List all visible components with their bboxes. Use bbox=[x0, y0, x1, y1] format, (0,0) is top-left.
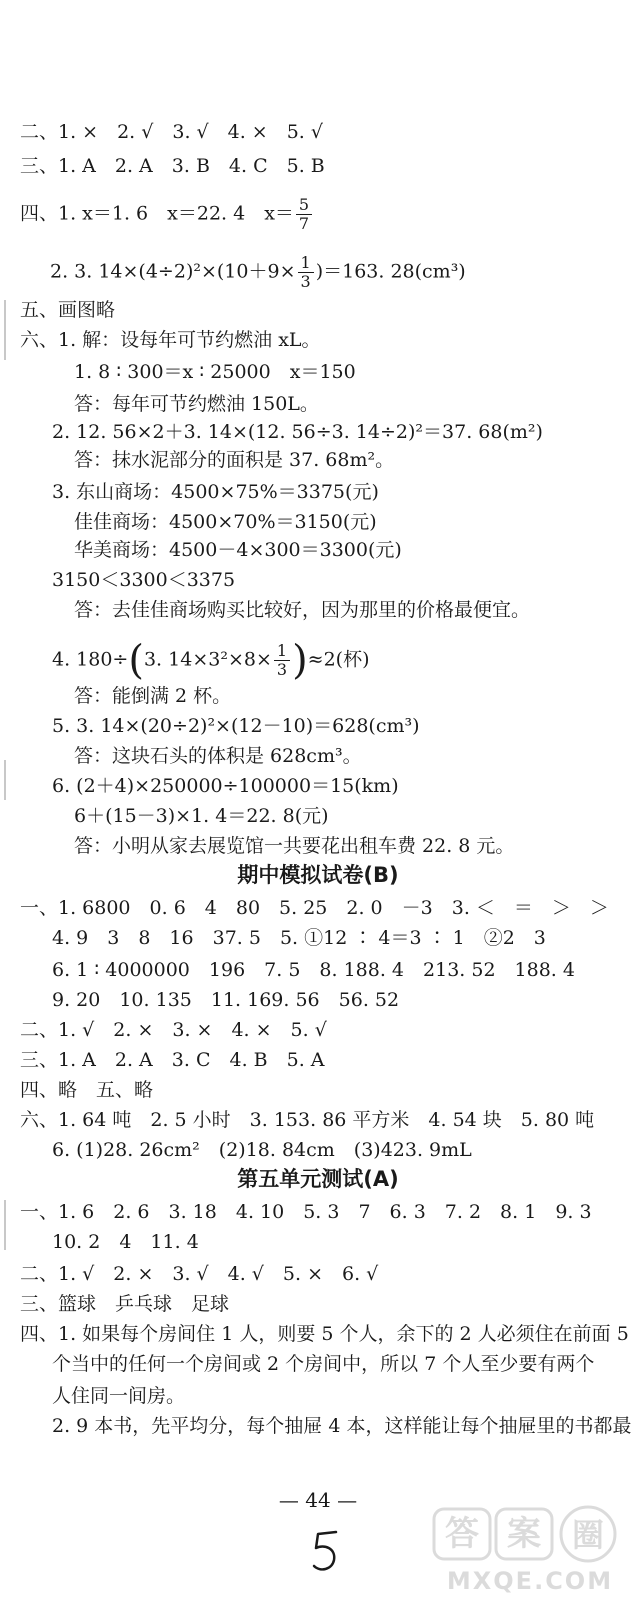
svg-text:圈: 圈 bbox=[571, 1516, 605, 1554]
binding-mark bbox=[4, 760, 6, 800]
answer-line: 9. 20 10. 135 11. 169. 56 56. 52 bbox=[52, 989, 400, 1011]
fraction-denominator: 3 bbox=[300, 272, 311, 291]
binding-mark bbox=[4, 300, 6, 360]
answer-line: 答：这块石头的体积是 628cm³。 bbox=[74, 745, 362, 767]
answer-line: 四、略 五、略 bbox=[20, 1079, 154, 1101]
answer-line: 五、画图略 bbox=[20, 299, 116, 321]
answer-text: 4. 180÷ bbox=[52, 648, 129, 671]
answer-line: 2. 12. 56×2＋3. 14×(12. 56÷3. 14÷2)²＝37. 68(m²) bbox=[52, 421, 543, 443]
answer-line: 5. 3. 14×(20÷2)²×(12－10)＝628(cm³) bbox=[52, 715, 420, 737]
answer-line: 6＋(15－3)×1. 4＝22. 8(元) bbox=[74, 805, 329, 827]
answer-text: ≈2(杯) bbox=[307, 648, 370, 671]
answer-line: 6. (2＋4)×250000÷100000＝15(km) bbox=[52, 775, 399, 797]
answer-line: 3150＜3300＜3375 bbox=[52, 569, 236, 591]
answer-text: 四、1. x＝1. 6 x＝22. 4 x＝ bbox=[20, 202, 294, 225]
answer-line: 4. 9 3 8 16 37. 5 5. ①12 ∶ 4＝3 ∶ 1 ②2 3 bbox=[52, 927, 546, 949]
watermark-logo bbox=[430, 1505, 630, 1595]
fraction-numerator: 1 bbox=[274, 642, 290, 661]
answer-line: 1. 8 ∶ 300＝x ∶ 25000 x＝150 bbox=[74, 361, 356, 383]
answer-line: 答：每年可节约燃油 150L。 bbox=[74, 393, 319, 415]
fraction bbox=[298, 254, 314, 291]
answer-line bbox=[20, 196, 314, 233]
fraction-numerator: 1 bbox=[298, 254, 314, 273]
section-title: 期中模拟试卷(B) bbox=[237, 863, 399, 887]
svg-text:答: 答 bbox=[445, 1514, 479, 1554]
binding-mark bbox=[4, 1200, 6, 1250]
page-number: — 44 — bbox=[278, 1488, 358, 1512]
fraction-denominator: 3 bbox=[276, 660, 288, 679]
answer-line bbox=[50, 254, 466, 291]
answer-line: 二、1. √ 2. × 3. √ 4. √ 5. × 6. √ bbox=[20, 1263, 379, 1285]
section-title: 第五单元测试(A) bbox=[237, 1167, 399, 1191]
answer-line: 答：能倒满 2 杯。 bbox=[74, 685, 232, 707]
answer-line: 四、1. 如果每个房间住 1 人，则要 5 个人，余下的 2 人必须住在前面 5 bbox=[20, 1323, 629, 1345]
answer-line: 6. 1 ∶ 4000000 196 7. 5 8. 188. 4 213. 52 188. 4 bbox=[52, 959, 575, 981]
answer-line: 人住同一间房。 bbox=[52, 1385, 186, 1407]
fraction bbox=[274, 642, 290, 679]
answer-line: 六、1. 64 吨 2. 5 小时 3. 153. 86 平方米 4. 54 块 5. 80 吨 bbox=[20, 1109, 595, 1131]
answer-line: 答：小明从家去展览馆一共要花出租车费 22. 8 元。 bbox=[74, 835, 515, 857]
answer-line: 一、1. 6800 0. 6 4 80 5. 25 2. 0 －3 3. ＜ ＝ ＞ ＞ bbox=[20, 897, 609, 919]
answer-line: 3. 东山商场：4500×75%＝3375(元) bbox=[52, 481, 379, 503]
answer-line: 2. 9 本书，先平均分，每个抽屉 4 本，这样能让每个抽屉里的书都最 bbox=[52, 1415, 632, 1437]
answer-line: 6. (1)28. 26cm² (2)18. 84cm (3)423. 9mL bbox=[52, 1139, 472, 1161]
right-bracket: ) bbox=[292, 637, 308, 684]
answer-line: 答：抹水泥部分的面积是 37. 68m²。 bbox=[74, 449, 395, 471]
handwritten-mark bbox=[306, 1526, 346, 1576]
fraction-numerator: 5 bbox=[296, 196, 312, 215]
answer-line: 答：去佳佳商场购买比较好，因为那里的价格最便宜。 bbox=[74, 599, 531, 621]
answer-text: 3. 14×3²×8× bbox=[143, 648, 272, 671]
fraction bbox=[296, 196, 312, 233]
svg-text:MXQE.COM: MXQE.COM bbox=[446, 1567, 614, 1595]
answer-line: 二、1. √ 2. × 3. × 4. × 5. √ bbox=[20, 1019, 327, 1041]
left-bracket: ( bbox=[128, 637, 144, 684]
answer-line: 10. 2 4 11. 4 bbox=[52, 1231, 199, 1253]
answer-line: 三、1. A 2. A 3. B 4. C 5. B bbox=[20, 155, 325, 177]
answer-text: 2. 3. 14×(4÷2)²×(10＋9× bbox=[50, 260, 296, 283]
answer-line: 华美商场：4500－4×300＝3300(元) bbox=[74, 539, 402, 561]
svg-text:案: 案 bbox=[507, 1514, 541, 1554]
answer-line: 六、1. 解：设每年可节约燃油 xL。 bbox=[20, 329, 321, 351]
answer-line: 佳佳商场：4500×70%＝3150(元) bbox=[74, 511, 377, 533]
answer-line bbox=[52, 637, 370, 684]
answer-text: )＝163. 28(cm³) bbox=[315, 260, 466, 283]
answer-line: 三、篮球 乒乓球 足球 bbox=[20, 1293, 230, 1315]
answer-line: 个当中的任何一个房间或 2 个房间中，所以 7 个人至少要有两个 bbox=[52, 1353, 595, 1375]
answer-line: 二、1. × 2. √ 3. √ 4. × 5. √ bbox=[20, 121, 323, 143]
answer-line: 三、1. A 2. A 3. C 4. B 5. A bbox=[20, 1049, 325, 1071]
answer-line: 一、1. 6 2. 6 3. 18 4. 10 5. 3 7 6. 3 7. 2 8. 1 9. 3 bbox=[20, 1201, 592, 1223]
fraction-denominator: 7 bbox=[298, 214, 310, 233]
